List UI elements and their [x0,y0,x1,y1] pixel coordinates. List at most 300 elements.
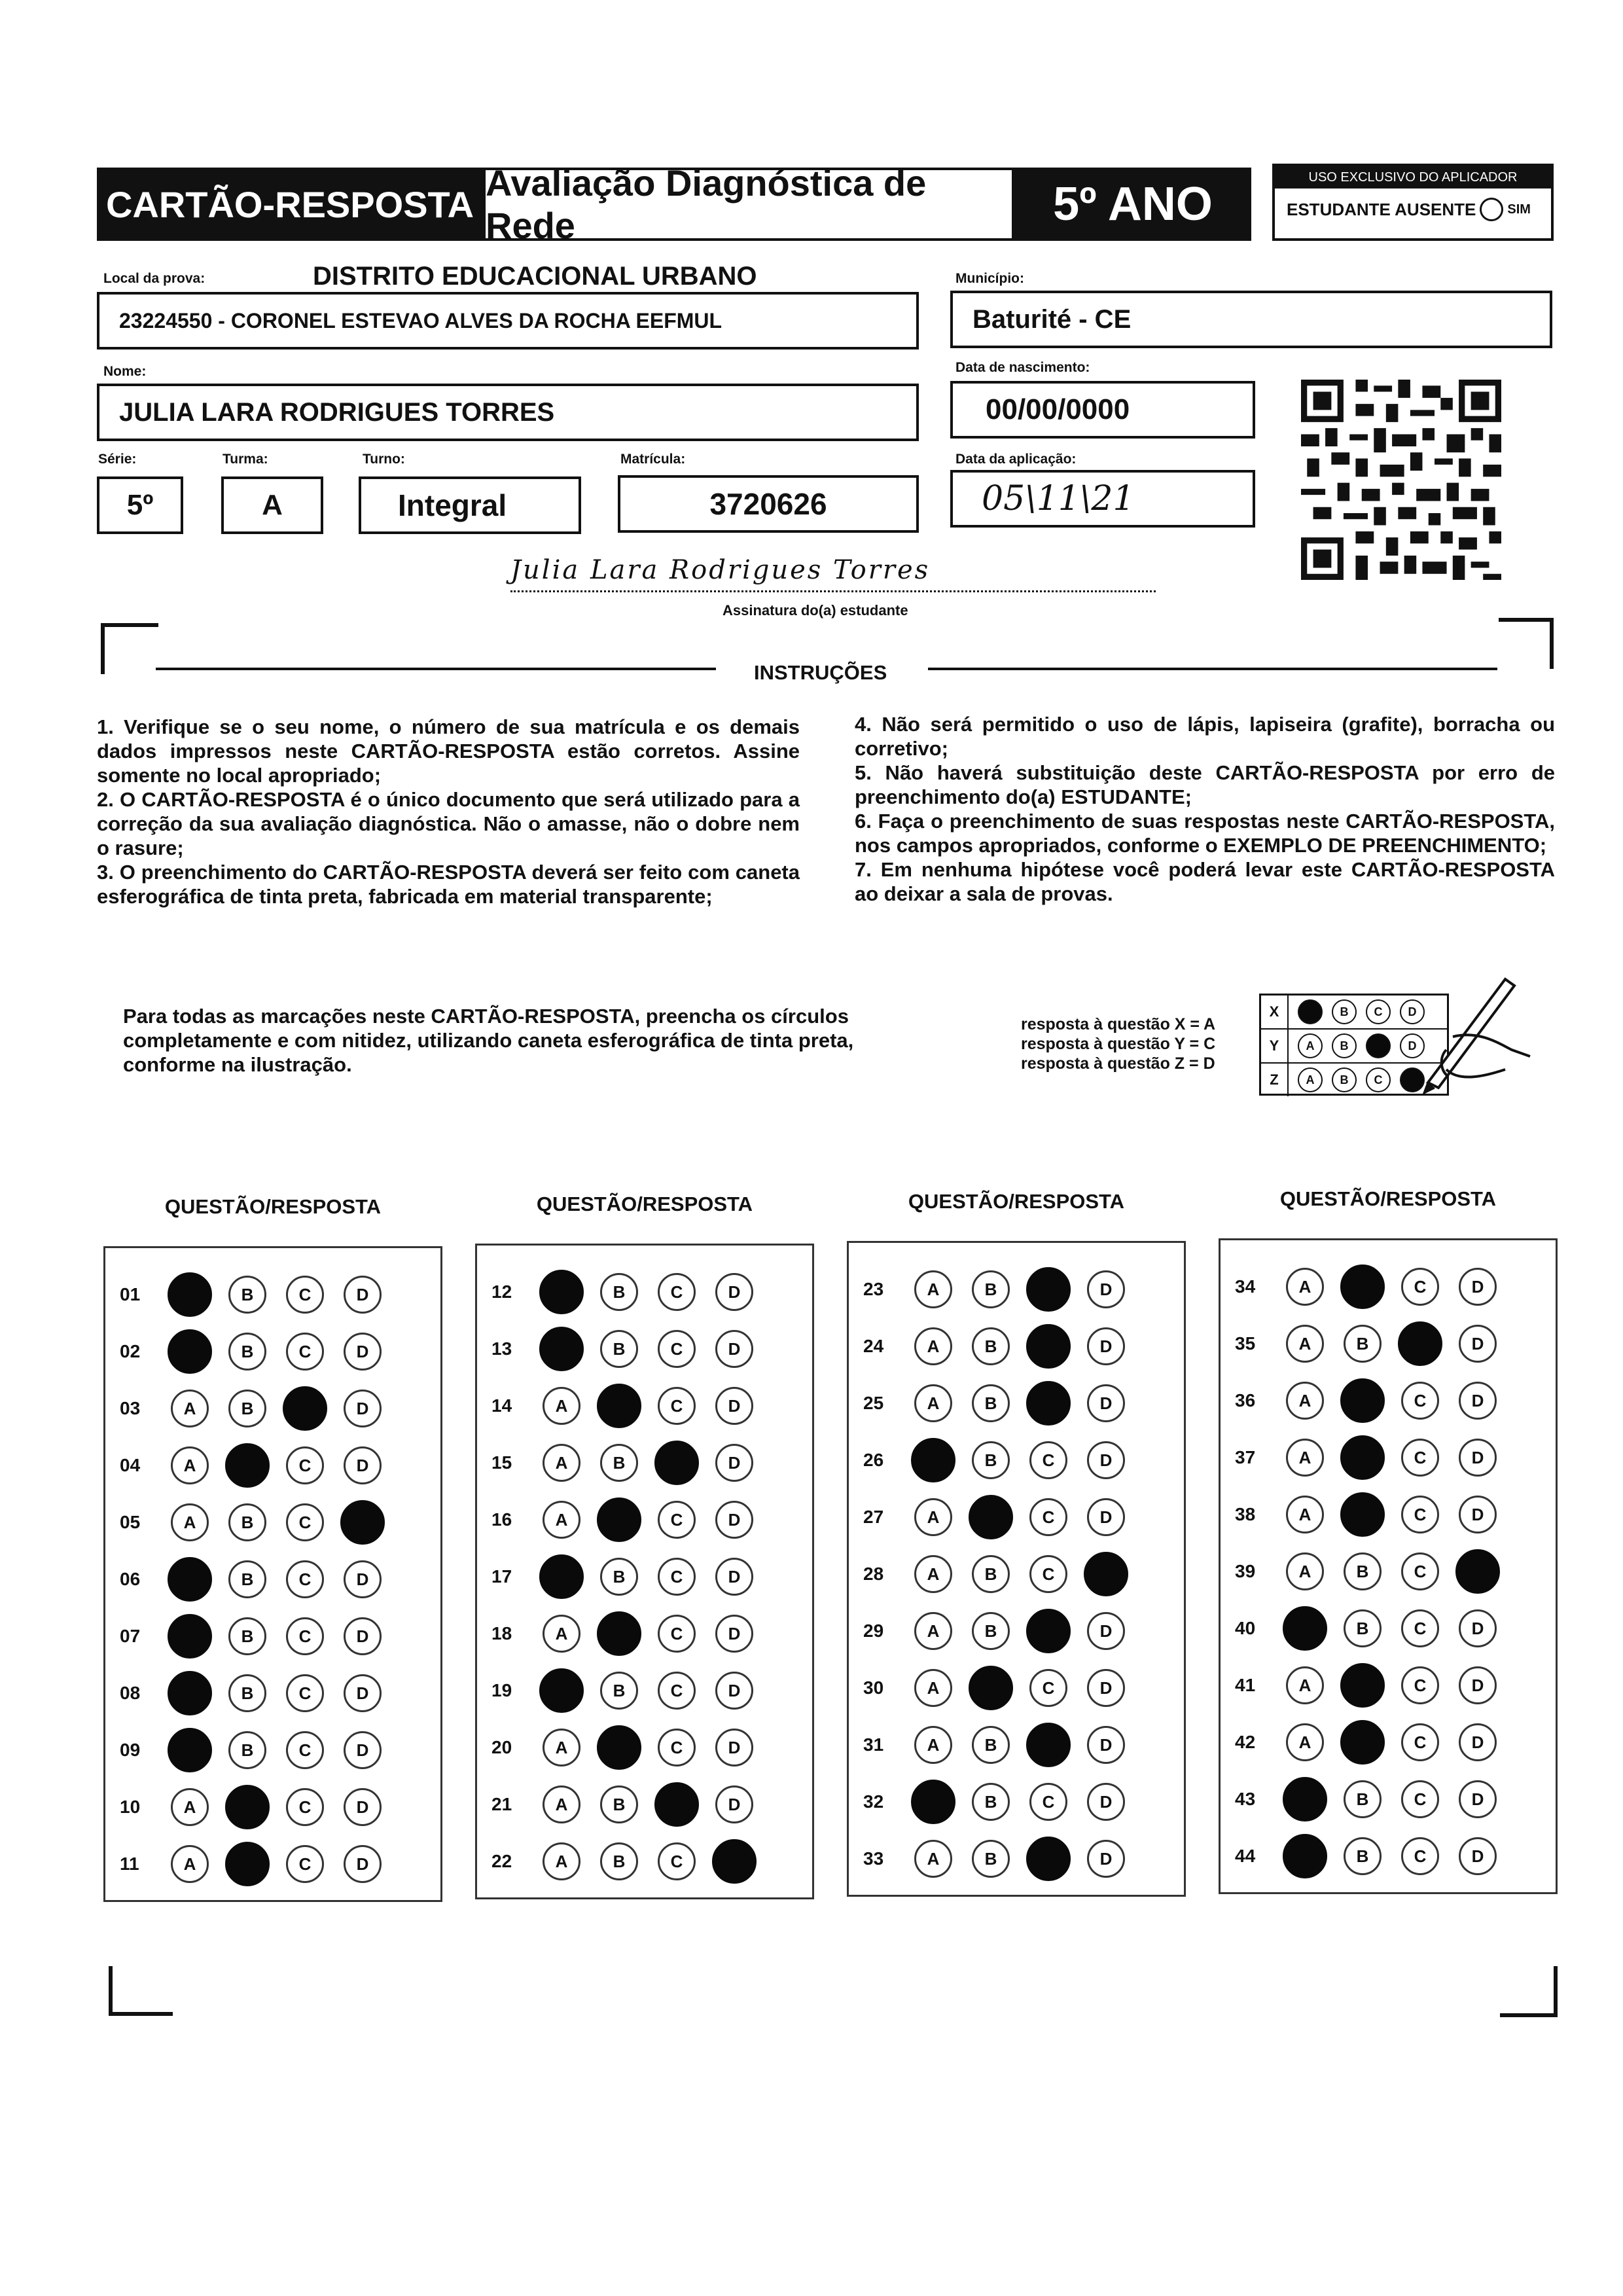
instructions-title: INSTRUÇÕES [754,661,887,684]
answer-bubble-a[interactable]: A [914,1498,952,1536]
question-number: 29 [863,1621,884,1641]
question-number: 36 [1235,1390,1256,1410]
answer-bubble-d[interactable]: D [1459,1439,1497,1477]
answer-bubble-a[interactable]: A [171,1446,209,1484]
question-row [849,1546,1184,1602]
answer-bubble-b[interactable] [225,1842,270,1886]
answer-bubble-d[interactable]: D [1087,1669,1125,1707]
turma-label: Turma: [223,452,268,467]
exam-title: Avaliação Diagnóstica de Rede [483,168,1014,241]
question-number: 33 [863,1848,884,1869]
answer-bubble-b[interactable]: B [972,1327,1010,1365]
answer-bubble-a[interactable]: A [543,1729,580,1767]
answer-bubble-a[interactable]: A [914,1669,952,1707]
answer-bubble-d[interactable]: D [1459,1382,1497,1420]
answer-bubble-b[interactable] [597,1498,641,1542]
question-number: 09 [120,1740,141,1760]
column-title: QUESTÃO/RESPOSTA [536,1193,753,1215]
instruction-7: 7. Em nenhuma hipótese você poderá levar este CARTÃO-RESPOSTA ao deixar a sala de provas. [855,858,1555,905]
example-bubble-d: D [1400,999,1425,1024]
answer-bubble-c[interactable]: C [658,1842,696,1880]
question-row [849,1717,1184,1773]
matricula-field: 3720626 [618,475,919,533]
answer-bubble-a[interactable] [1283,1834,1327,1878]
question-row [105,1608,440,1664]
question-row [105,1836,440,1892]
answer-bubble-d[interactable]: D [715,1729,753,1767]
question-row [477,1264,812,1320]
answer-bubble-a[interactable] [168,1557,212,1602]
question-number: 04 [120,1455,141,1475]
answer-bubble-d[interactable] [1455,1549,1500,1594]
question-number: 43 [1235,1789,1256,1809]
corner-mark-bottom-left [109,1966,173,2016]
example-bubble-a: A [1298,1067,1323,1092]
answer-bubble-d[interactable]: D [1459,1723,1497,1761]
question-number: 44 [1235,1846,1256,1866]
answer-bubble-b[interactable]: B [600,1785,638,1823]
answer-bubble-c[interactable]: C [1401,1780,1439,1818]
nome-field: JULIA LARA RODRIGUES TORRES [97,384,919,441]
question-row [1221,1372,1556,1429]
answer-bubble-d[interactable] [712,1839,757,1884]
answer-bubble-c[interactable]: C [286,1788,324,1826]
answer-bubble-d[interactable]: D [344,1617,382,1655]
answer-bubble-a[interactable] [168,1329,212,1374]
answer-bubble-c[interactable] [1026,1837,1071,1881]
answer-bubble-a[interactable]: A [1286,1552,1324,1590]
answer-bubble-d[interactable]: D [1087,1327,1125,1365]
absent-label: ESTUDANTE AUSENTE [1287,199,1476,219]
question-number: 41 [1235,1675,1256,1695]
answer-bubble-b[interactable] [969,1666,1013,1710]
answer-bubble-d[interactable]: D [344,1845,382,1883]
answer-bubble-b[interactable]: B [600,1672,638,1710]
answer-bubble-b[interactable] [597,1611,641,1656]
question-row [105,1380,440,1437]
corner-mark-top-right [1499,618,1554,669]
absent-option: SIM [1507,202,1531,217]
question-row [1221,1828,1556,1884]
answer-bubble-c[interactable] [1026,1267,1071,1312]
answer-bubble-b[interactable]: B [600,1558,638,1596]
answer-bubble-d[interactable] [1084,1552,1128,1596]
answer-bubble-c[interactable]: C [658,1273,696,1311]
question-number: 03 [120,1398,141,1418]
answer-bubble-b[interactable]: B [972,1441,1010,1479]
answer-bubble-a[interactable]: A [1286,1723,1324,1761]
question-row [105,1437,440,1494]
instruction-1: 1. Verifique se o seu nome, o número de sua matrícula e os demais dados impressos neste CARTÃO-RESPOSTA estão corretos. Assine somente no local apropriado; [97,715,800,787]
answer-bubble-b[interactable]: B [972,1840,1010,1878]
answer-bubble-a[interactable] [1283,1777,1327,1821]
answer-bubble-b[interactable]: B [1344,1325,1382,1363]
question-number: 39 [1235,1561,1256,1581]
question-row [849,1432,1184,1488]
answer-bubble-a[interactable]: A [914,1555,952,1593]
question-number: 12 [491,1282,512,1302]
answer-bubble-d[interactable]: D [1087,1498,1125,1536]
question-number: 38 [1235,1504,1256,1524]
question-number: 05 [120,1512,141,1532]
instruction-2: 2. O CARTÃO-RESPOSTA é o único documento que será utilizado para a correção da sua avaliação diagnóstica. Não o amasse, não o dobre nem o rasure; [97,788,800,859]
answer-bubble-a[interactable]: A [171,1788,209,1826]
instructions-right [855,712,1555,906]
absent-checkbox[interactable] [1480,198,1503,221]
answer-bubble-c[interactable]: C [658,1672,696,1710]
question-number: 08 [120,1683,141,1703]
answer-bubble-d[interactable]: D [1459,1780,1497,1818]
answer-bubble-c[interactable]: C [286,1276,324,1314]
answer-bubble-c[interactable]: C [286,1617,324,1655]
instructions-rule-right [928,668,1497,670]
answer-bubble-c[interactable] [654,1441,699,1485]
answer-bubble-d[interactable]: D [1087,1840,1125,1878]
answer-bubble-c[interactable]: C [1401,1666,1439,1704]
answer-bubble-b[interactable] [1340,1663,1385,1708]
answer-bubble-d[interactable]: D [1087,1612,1125,1650]
answer-bubble-b[interactable]: B [228,1617,266,1655]
answer-bubble-a[interactable] [539,1270,584,1314]
answer-bubble-a[interactable]: A [1286,1382,1324,1420]
answer-bubble-c[interactable]: C [1029,1441,1067,1479]
question-number: 22 [491,1851,512,1871]
question-row [105,1665,440,1721]
answer-bubble-c[interactable] [1398,1321,1442,1366]
instruction-3: 3. O preenchimento do CARTÃO-RESPOSTA deverá ser feito com caneta esferográfica de tinta preta, fabricada em material transparente; [97,861,800,908]
answer-bubble-c[interactable]: C [286,1674,324,1712]
answer-bubble-b[interactable] [1340,1435,1385,1480]
answer-bubble-b[interactable]: B [600,1273,638,1311]
answer-bubble-b[interactable]: B [228,1503,266,1541]
question-number: 37 [1235,1447,1256,1467]
question-number: 19 [491,1680,512,1700]
answer-bubble-b[interactable]: B [1344,1552,1382,1590]
answer-bubble-c[interactable]: C [658,1387,696,1425]
question-number: 35 [1235,1333,1256,1354]
answer-bubble-c[interactable] [1026,1324,1071,1369]
answer-bubble-d[interactable]: D [344,1731,382,1769]
answer-bubble-a[interactable]: A [914,1612,952,1650]
answer-bubble-c[interactable]: C [658,1501,696,1539]
answer-bubble-a[interactable] [1283,1606,1327,1651]
answer-bubble-b[interactable]: B [228,1276,266,1314]
question-number: 34 [1235,1276,1256,1297]
example-line-z: resposta à questão Z = D [1021,1054,1215,1073]
answer-bubble-c[interactable]: C [1401,1496,1439,1534]
signature-line [510,590,1156,592]
instruction-6: 6. Faça o preenchimento de suas respostas neste CARTÃO-RESPOSTA, nos campos apropriados, conforme o EXEMPLO DE PREENCHIMENTO; [855,810,1555,857]
aplicacao-label: Data da aplicação: [955,452,1077,467]
question-row [477,1435,812,1491]
nascimento-label: Data de nascimento: [955,360,1090,375]
answer-bubble-c[interactable]: C [1029,1669,1067,1707]
answer-bubble-b[interactable]: B [600,1842,638,1880]
answer-bubble-c[interactable] [1026,1723,1071,1767]
question-row [477,1492,812,1548]
answer-bubble-a[interactable]: A [914,1384,952,1422]
matricula-label: Matrícula: [620,452,686,467]
answer-bubble-b[interactable]: B [228,1390,266,1427]
example-bubble-d: D [1400,1033,1425,1058]
answer-bubble-a[interactable]: A [543,1444,580,1482]
nascimento-field: 00/00/0000 [950,381,1255,439]
example-line-x: resposta à questão X = A [1021,1015,1216,1033]
question-row [1221,1259,1556,1315]
answer-bubble-a[interactable]: A [171,1390,209,1427]
answer-bubble-c[interactable]: C [1401,1723,1439,1761]
answer-bubble-c[interactable]: C [1401,1609,1439,1647]
answer-bubble-d[interactable]: D [1087,1270,1125,1308]
answer-bubble-c[interactable]: C [1401,1439,1439,1477]
answer-bubble-c[interactable]: C [286,1503,324,1541]
answer-bubble-d[interactable]: D [344,1788,382,1826]
answer-bubble-a[interactable]: A [914,1270,952,1308]
answer-bubble-a[interactable] [168,1614,212,1659]
example-bubble-b: B [1332,1033,1357,1058]
answer-bubble-b[interactable]: B [1344,1780,1382,1818]
question-row [105,1722,440,1778]
answer-bubble-b[interactable] [969,1495,1013,1539]
answer-bubble-d[interactable]: D [1459,1609,1497,1647]
answer-bubble-d[interactable]: D [344,1446,382,1484]
answer-bubble-d[interactable]: D [715,1273,753,1311]
answer-bubble-d[interactable]: D [715,1330,753,1368]
answer-bubble-c[interactable]: C [1401,1552,1439,1590]
answer-bubble-d[interactable]: D [715,1444,753,1482]
answer-bubble-a[interactable]: A [171,1845,209,1883]
municipio-field: Baturité - CE [950,291,1552,348]
question-row [849,1261,1184,1318]
answer-bubble-a[interactable]: A [914,1327,952,1365]
question-row [1221,1429,1556,1486]
answer-bubble-a[interactable] [911,1438,955,1482]
answer-bubble-d[interactable]: D [715,1501,753,1539]
answer-bubble-b[interactable]: B [228,1333,266,1371]
answer-bubble-a[interactable] [168,1671,212,1715]
answer-bubble-a[interactable]: A [543,1387,580,1425]
answer-bubble-d[interactable]: D [344,1276,382,1314]
answer-bubble-d[interactable]: D [1087,1384,1125,1422]
answer-bubble-a[interactable] [168,1728,212,1772]
question-number: 21 [491,1794,512,1814]
question-row [849,1774,1184,1830]
answer-column [103,1246,442,1902]
instruction-4: 4. Não será permitido o uso de lápis, lapiseira (grafite), borracha ou corretivo; [855,713,1555,760]
question-row [477,1605,812,1662]
question-number: 40 [1235,1618,1256,1638]
answer-bubble-a[interactable]: A [914,1726,952,1764]
answer-bubble-b[interactable] [1340,1720,1385,1765]
answer-bubble-b[interactable]: B [600,1330,638,1368]
answer-bubble-b[interactable]: B [972,1555,1010,1593]
answer-bubble-c[interactable]: C [286,1560,324,1598]
answer-bubble-b[interactable] [225,1443,270,1488]
question-number: 25 [863,1393,884,1413]
example-row-label: Y [1261,1030,1289,1062]
answer-bubble-b[interactable]: B [972,1270,1010,1308]
answer-bubble-d[interactable]: D [344,1560,382,1598]
answer-bubble-d[interactable]: D [1459,1268,1497,1306]
grade-badge: 5º ANO [1014,168,1251,241]
answer-bubble-b[interactable]: B [972,1726,1010,1764]
answer-bubble-c[interactable]: C [658,1330,696,1368]
answer-bubble-c[interactable] [1026,1609,1071,1653]
answer-bubble-a[interactable]: A [543,1615,580,1653]
question-number: 30 [863,1677,884,1698]
serie-label: Série: [98,452,137,467]
answer-bubble-c[interactable]: C [658,1558,696,1596]
question-row [849,1489,1184,1545]
instructions-rule-left [156,668,716,670]
question-row [477,1833,812,1890]
answer-bubble-c[interactable]: C [1401,1382,1439,1420]
answer-bubble-d[interactable]: D [715,1785,753,1823]
answer-column [1219,1238,1558,1894]
aplicacao-field: 05\11\21 [950,470,1255,528]
answer-bubble-a[interactable] [911,1780,955,1824]
question-row [477,1662,812,1719]
question-number: 10 [120,1797,141,1817]
question-number: 27 [863,1507,884,1527]
answer-bubble-d[interactable]: D [715,1558,753,1596]
corner-mark-bottom-right [1500,1966,1558,2017]
question-number: 24 [863,1336,884,1356]
answer-bubble-c[interactable]: C [1029,1498,1067,1536]
question-row [105,1494,440,1551]
question-row [849,1603,1184,1659]
example-line-y: resposta à questão Y = C [1021,1035,1216,1053]
question-row [477,1719,812,1776]
answer-bubble-b[interactable] [225,1785,270,1829]
column-title: QUESTÃO/RESPOSTA [908,1190,1125,1213]
corner-mark-top-left [101,623,158,674]
answer-bubble-d[interactable]: D [1459,1325,1497,1363]
question-number: 15 [491,1452,512,1473]
answer-bubble-b[interactable] [1340,1265,1385,1309]
answer-bubble-c[interactable]: C [286,1731,324,1769]
answer-bubble-c[interactable]: C [1029,1555,1067,1593]
question-row [105,1779,440,1835]
answer-bubble-c[interactable]: C [286,1333,324,1371]
answer-bubble-c[interactable] [654,1782,699,1827]
answer-bubble-d[interactable] [340,1500,385,1545]
question-row [1221,1486,1556,1543]
question-row [105,1266,440,1323]
question-row [105,1323,440,1380]
answer-bubble-b[interactable]: B [1344,1837,1382,1875]
answer-bubble-d[interactable]: D [715,1615,753,1653]
answer-bubble-d[interactable]: D [1459,1837,1497,1875]
answer-bubble-d[interactable]: D [715,1672,753,1710]
answer-bubble-b[interactable]: B [600,1444,638,1482]
question-number: 18 [491,1623,512,1643]
answer-bubble-b[interactable] [1340,1378,1385,1423]
answer-bubble-a[interactable] [539,1327,584,1371]
answer-bubble-b[interactable]: B [228,1674,266,1712]
answer-bubble-c[interactable] [283,1386,327,1431]
answer-bubble-c[interactable] [1026,1381,1071,1426]
pen-hand-icon [1407,971,1531,1102]
question-number: 16 [491,1509,512,1530]
answer-bubble-b[interactable] [1340,1492,1385,1537]
question-number: 26 [863,1450,884,1470]
answer-bubble-a[interactable]: A [171,1503,209,1541]
answer-bubble-d[interactable]: D [715,1387,753,1425]
answer-bubble-a[interactable]: A [1286,1268,1324,1306]
local-label: Local da prova: [103,271,205,286]
signature-label: Assinatura do(a) estudante [722,602,908,619]
answer-bubble-d[interactable]: D [1459,1666,1497,1704]
question-row [1221,1771,1556,1827]
answer-bubble-c[interactable]: C [286,1845,324,1883]
answer-bubble-a[interactable]: A [543,1785,580,1823]
answer-bubble-b[interactable]: B [228,1731,266,1769]
question-number: 14 [491,1395,512,1416]
answer-bubble-c[interactable]: C [286,1446,324,1484]
answer-bubble-c[interactable]: C [1401,1837,1439,1875]
question-number: 02 [120,1341,141,1361]
signature-handwriting: Julia Lara Rodrigues Torres [510,555,931,585]
answer-bubble-b[interactable]: B [972,1612,1010,1650]
question-number: 01 [120,1284,141,1304]
example-bubble-a [1298,999,1323,1024]
question-number: 07 [120,1626,141,1646]
question-number: 11 [120,1854,139,1874]
answer-bubble-a[interactable]: A [543,1501,580,1539]
question-row [1221,1657,1556,1713]
answer-bubble-a[interactable] [168,1272,212,1317]
example-bubble-a: A [1298,1033,1323,1058]
answer-bubble-a[interactable] [539,1554,584,1599]
answer-bubble-d[interactable]: D [1459,1496,1497,1534]
example-bubble-b: B [1332,1067,1357,1092]
answer-bubble-b[interactable]: B [972,1384,1010,1422]
answer-bubble-d[interactable]: D [344,1674,382,1712]
answer-bubble-a[interactable]: A [1286,1666,1324,1704]
column-title: QUESTÃO/RESPOSTA [164,1195,382,1218]
answer-bubble-b[interactable]: B [1344,1609,1382,1647]
answer-bubble-d[interactable]: D [1087,1726,1125,1764]
question-row [477,1321,812,1377]
answer-bubble-a[interactable]: A [1286,1439,1324,1477]
question-row [849,1660,1184,1716]
answer-bubble-d[interactable]: D [344,1333,382,1371]
example-legend [1021,1014,1215,1073]
answer-bubble-d[interactable]: D [344,1390,382,1427]
answer-bubble-c[interactable]: C [1401,1268,1439,1306]
answer-bubble-c[interactable]: C [658,1729,696,1767]
answer-bubble-a[interactable]: A [1286,1496,1324,1534]
district-name: DISTRITO EDUCACIONAL URBANO [313,262,757,291]
question-row [1221,1543,1556,1600]
answer-bubble-a[interactable] [539,1668,584,1713]
qr-code [1301,380,1501,580]
answer-column [475,1244,814,1899]
answer-bubble-b[interactable] [597,1384,641,1428]
question-row [1221,1600,1556,1657]
answer-bubble-d[interactable]: D [1087,1441,1125,1479]
answer-bubble-a[interactable]: A [543,1842,580,1880]
answer-bubble-c[interactable]: C [1029,1783,1067,1821]
answer-bubble-a[interactable]: A [1286,1325,1324,1363]
answer-bubble-c[interactable]: C [658,1615,696,1653]
answer-bubble-d[interactable]: D [1087,1783,1125,1821]
answer-bubble-b[interactable] [597,1725,641,1770]
answer-bubble-b[interactable]: B [972,1783,1010,1821]
answer-bubble-b[interactable]: B [228,1560,266,1598]
answer-bubble-a[interactable]: A [914,1840,952,1878]
